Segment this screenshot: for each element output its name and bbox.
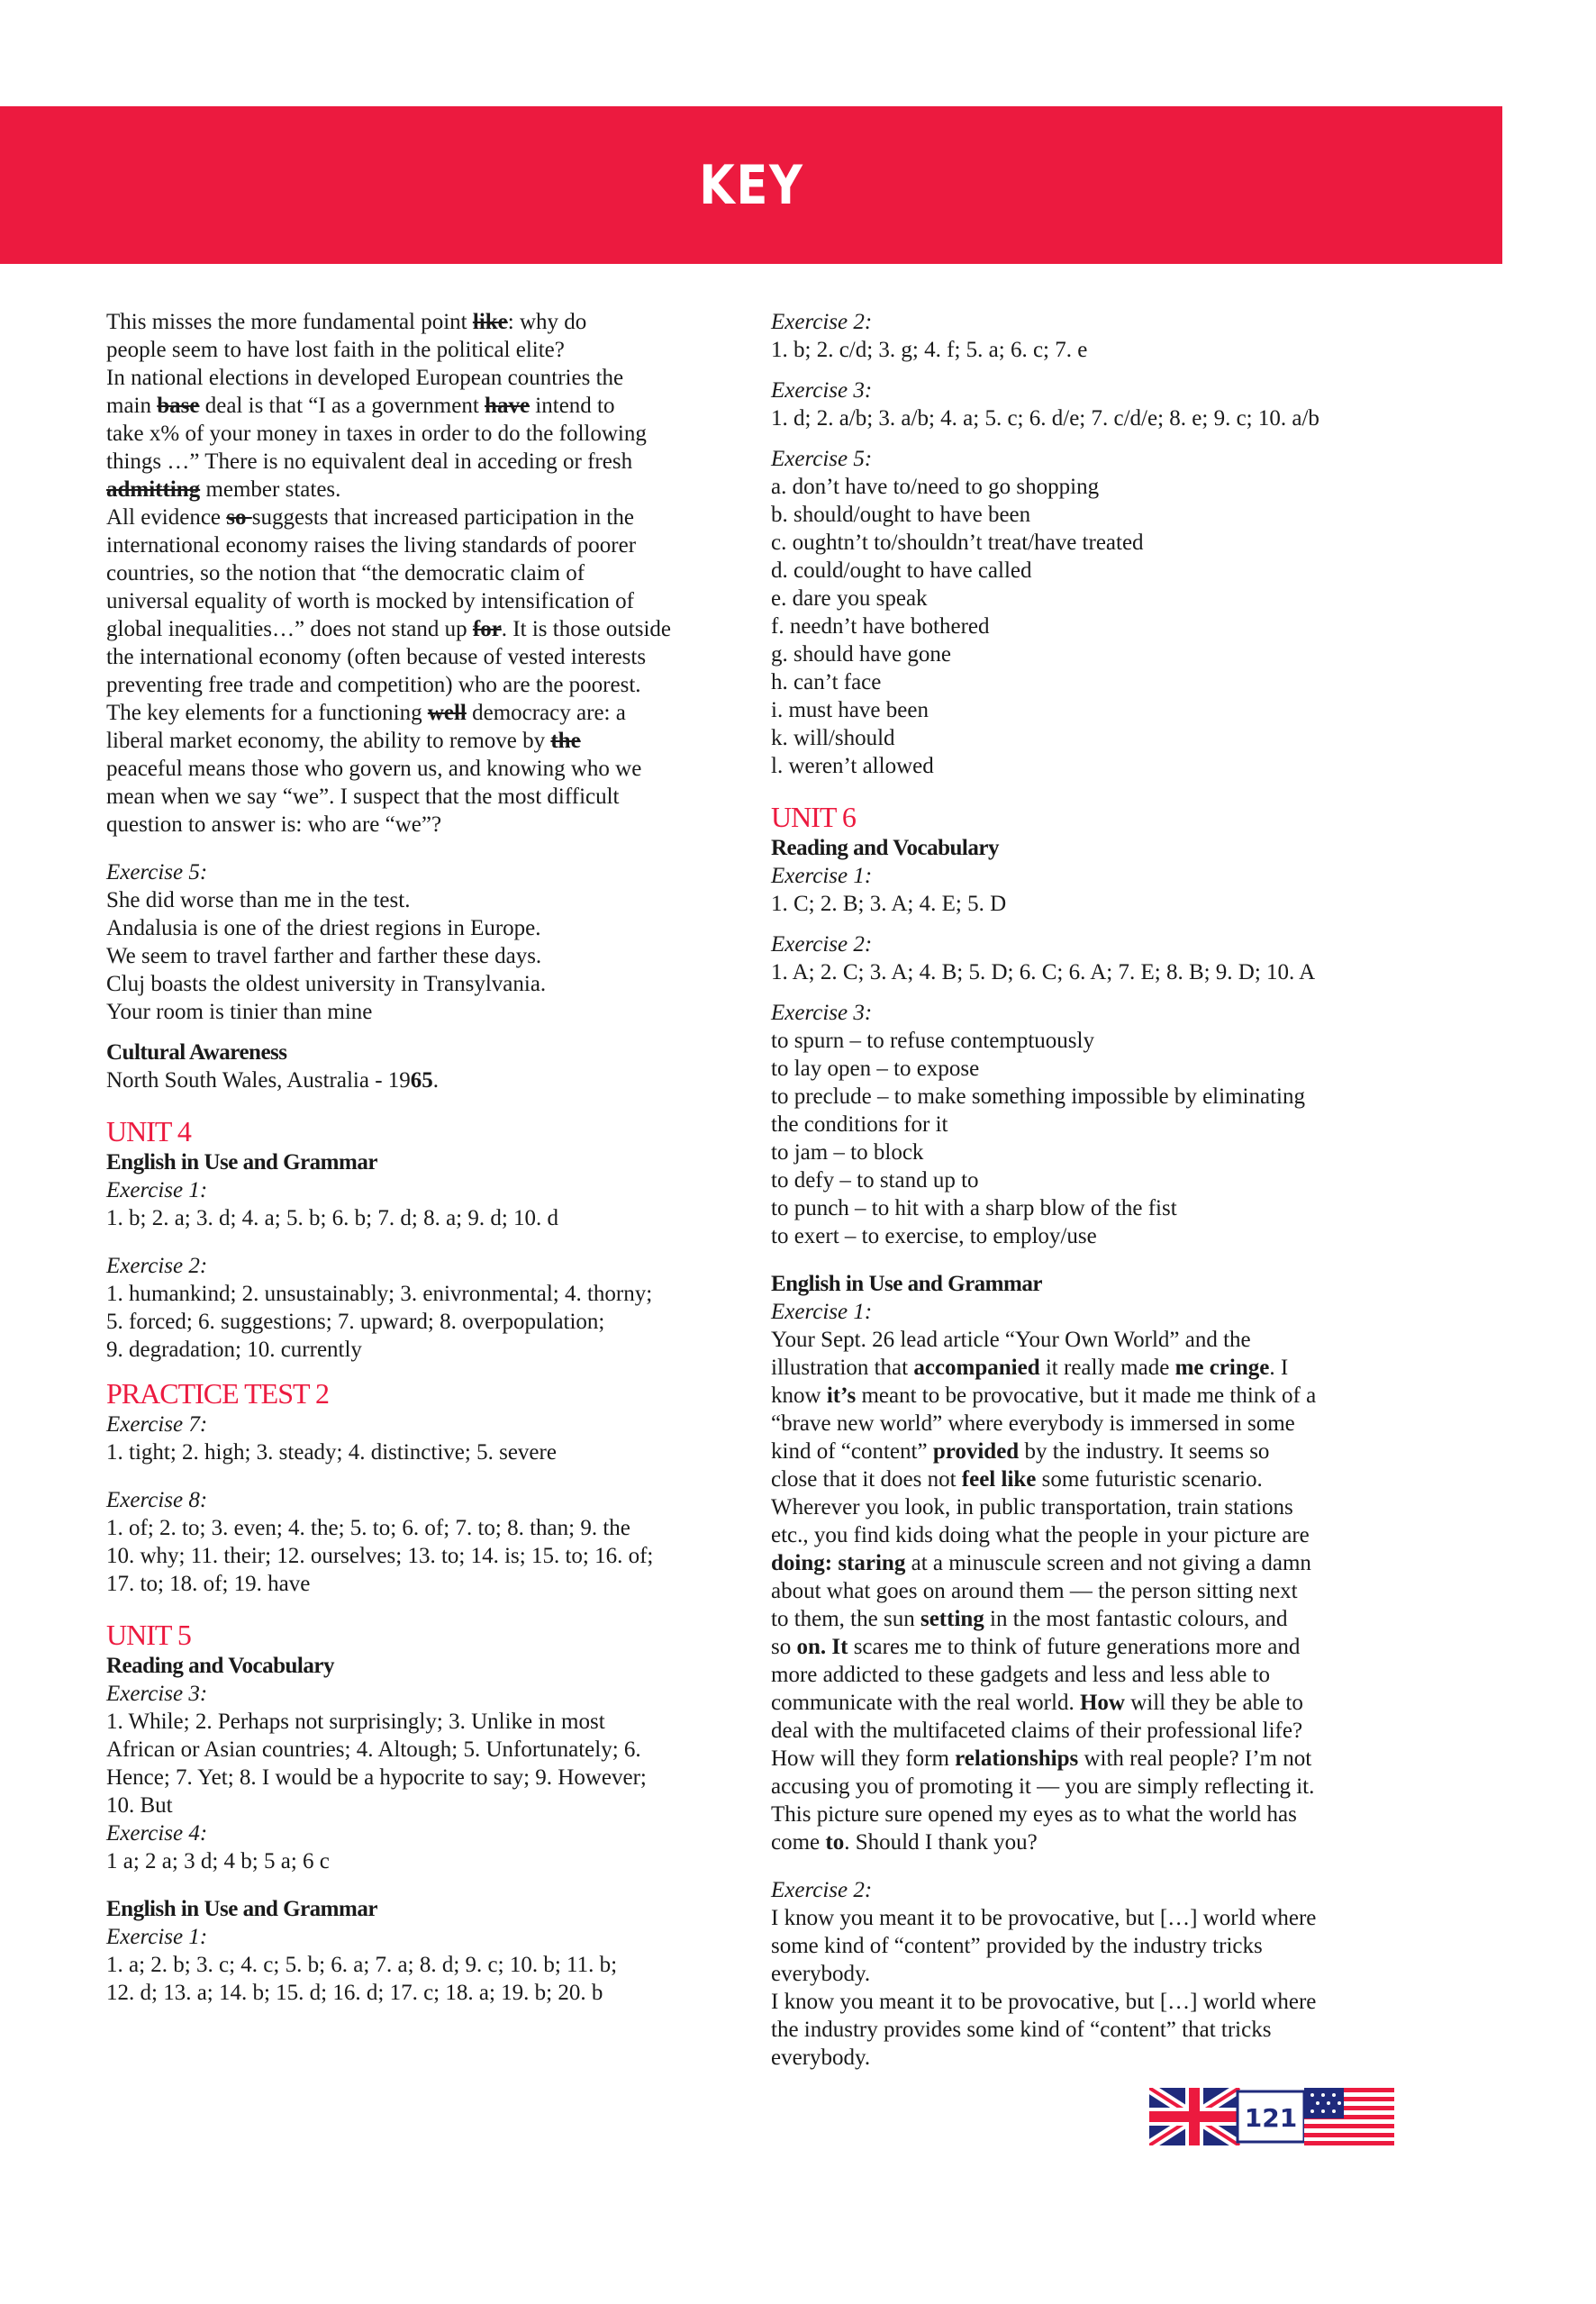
exercise-label: Exercise 4: [106,1821,208,1846]
bold-word: to [825,1830,845,1855]
text-line: 9. degradation; 10. currently [106,1338,362,1362]
exercise-answers [771,1904,1401,2072]
header-banner [0,106,1502,264]
exercise-answers [106,1514,737,1598]
bold-word: 65 [410,1068,433,1093]
text-line: How will they form relationships with real people? I’m not [771,1746,1312,1771]
exercise-5-answers [106,886,737,1026]
text-line: illustration that accompanied it really made me cringe. I [771,1356,1289,1380]
text-line: know it’s meant to be provocative, but it made me think of a [771,1383,1317,1408]
text-line: All evidence so suggests that increased participation in the [106,505,634,530]
exercise-label: Exercise 5: [106,860,208,884]
bold-word: setting [920,1607,984,1631]
bold-word: on. It [796,1635,848,1659]
unit-4-heading: UNIT 4 [106,1115,191,1147]
text-line: to lay open – to expose [771,1057,980,1081]
struck-word: admitting [106,477,201,502]
text-line: to defy – to stand up to [771,1168,979,1193]
exercise-label: Exercise 1: [106,1925,208,1949]
text-line: mean when we say “we”. I suspect that the most difficult [106,785,620,809]
struck-word: base [157,394,200,418]
text-line: Your Sept. 26 lead article “Your Own World” and the [771,1328,1251,1352]
exercise-answers [106,1708,737,1819]
exercise-answers [771,1027,1401,1250]
text-line: come to. Should I thank you? [771,1830,1038,1855]
text-line: 1. humankind; 2. unsustainably; 3. enivronmental; 4. thorny; [106,1282,653,1306]
text-line: preventing free trade and competition) who are the poorest. [106,673,641,697]
text-line: “brave new world” where everybody is immersed in some [771,1411,1295,1436]
section-subtitle: Reading and Vocabulary [771,836,999,860]
page-number: 121 [1244,2103,1298,2133]
bold-word: it’s [826,1383,857,1408]
text-line: take x% of your money in taxes in order to do the following [106,422,647,446]
text-line: I know you meant it to be provocative, but […] world where [771,1906,1317,1930]
exercise-label: Exercise 1: [771,864,873,888]
exercise-answers [771,473,1401,780]
text-line: Your room is tinier than mine [106,1000,373,1024]
practice-test-heading: PRACTICE TEST 2 [106,1377,329,1410]
text-line: North South Wales, Australia - 1965. [106,1068,440,1093]
uk-flag-icon [1149,2088,1239,2145]
bold-word: accompanied [913,1356,1040,1380]
exercise-label: Exercise 8: [106,1488,208,1512]
text-line: things …” There is no equivalent deal in acceding or fresh [106,449,633,474]
text-line: the international economy (often because of vested interests [106,645,647,669]
text-line: a. don’t have to/need to go shopping [771,475,1100,499]
text-line: communicate with the real world. How will they be able to [771,1691,1303,1715]
page-number-badge [1149,2088,1394,2145]
exercise-label: Exercise 1: [771,1300,873,1324]
section-subtitle: English in Use and Grammar [106,1150,377,1175]
section-subtitle: Reading and Vocabulary [106,1654,334,1678]
struck-word: like [472,310,508,334]
text-line: question to answer is: who are “we”? [106,812,442,837]
text-line: 1. a; 2. b; 3. c; 4. c; 5. b; 6. a; 7. a; 8. d; 9. c; 10. b; 11. b; [106,1953,618,1977]
text-line: e. dare you speak [771,586,928,611]
text-line: 17. to; 18. of; 19. have [106,1572,311,1596]
exercise-label: Exercise 3: [771,1001,873,1025]
text-line: to punch – to hit with a sharp blow of the fist [771,1196,1177,1220]
exercise-label: Exercise 7: [106,1412,208,1437]
bold-word: feel like [961,1467,1037,1492]
left-column [106,308,737,2007]
text-line: We seem to travel farther and farther these days. [106,944,542,968]
text-line: 10. why; 11. their; 12. ourselves; 13. to; 14. is; 15. to; 16. of; [106,1544,654,1568]
text-line: to spurn – to refuse contemptuously [771,1029,1094,1053]
exercise-label: Exercise 2: [771,310,873,334]
text-line: Andalusia is one of the driest regions in Europe. [106,916,541,940]
exercise-answer: 1. b; 2. a; 3. d; 4. a; 5. b; 6. b; 7. d; 8. a; 9. d; 10. d [106,1206,559,1230]
exercise-answer: 1. d; 2. a/b; 3. a/b; 4. a; 5. c; 6. d/e; 7. c/d/e; 8. e; 9. c; 10. a/b [771,406,1319,431]
text-line: the conditions for it [771,1112,948,1137]
text-line: deal with the multifaceted claims of their professional life? [771,1719,1303,1743]
text-line: accusing you of promoting it — you are simply reflecting it. [771,1774,1315,1799]
exercise-answer: 1 a; 2 a; 3 d; 4 b; 5 a; 6 c [106,1849,330,1873]
text-line: international economy raises the living standards of poorer [106,533,637,558]
exercise-label: Exercise 5: [771,447,873,471]
text-line: admitting member states. [106,477,341,502]
text-line: l. weren’t allowed [771,754,934,778]
cultural-awareness-answer [106,1066,737,1094]
struck-word: for [472,617,502,641]
text-line: to them, the sun setting in the most fantastic colours, and [771,1607,1288,1631]
letter-answer [771,1326,1401,1856]
bold-word: me cringe [1174,1356,1270,1380]
text-line: universal equality of worth is mocked by intensification of [106,589,634,613]
bold-word: relationships [955,1746,1079,1771]
text-line: to jam – to block [771,1140,924,1165]
text-line: c. oughtn’t to/shouldn’t treat/have treated [771,531,1144,555]
exercise-answers [106,1951,737,2007]
text-line: main base deal is that “I as a government have intend to [106,394,615,418]
text-line: 5. forced; 6. suggestions; 7. upward; 8. overpopulation; [106,1310,605,1334]
text-line: 1. While; 2. Perhaps not surprisingly; 3. Unlike in most [106,1710,605,1734]
text-line: people seem to have lost faith in the political elite? [106,338,565,362]
text-line: everybody. [771,1962,871,1986]
text-line: This picture sure opened my eyes as to what the world has [771,1802,1297,1827]
text-line: to exert – to exercise, to employ/use [771,1224,1097,1248]
exercise-label: Exercise 2: [771,932,873,957]
text-line: more addicted to these gadgets and less and less able to [771,1663,1271,1687]
exercise-answer: 1. b; 2. c/d; 3. g; 4. f; 5. a; 6. c; 7. e [771,338,1088,362]
text-line: This misses the more fundamental point like: why do [106,310,587,334]
text-line: 1. of; 2. to; 3. even; 4. the; 5. to; 6. of; 7. to; 8. than; 9. the [106,1516,630,1540]
text-line: about what goes on around them — the person sitting next [771,1579,1298,1603]
text-line: doing: staring at a minuscule screen and not giving a damn [771,1551,1311,1575]
bold-word: How [1079,1691,1125,1715]
text-line: b. should/ought to have been [771,503,1031,527]
exercise-label: Exercise 2: [106,1254,208,1278]
exercise-answer: 1. C; 2. B; 3. A; 4. E; 5. D [771,892,1007,916]
section-subtitle: English in Use and Grammar [771,1272,1042,1296]
bold-word: doing: staring [771,1551,906,1575]
struck-word: well [427,701,467,725]
text-line: liberal market economy, the ability to remove by the [106,729,581,753]
text-line: African or Asian countries; 4. Altough; 5. Unfortunately; 6. [106,1737,641,1762]
text-line: 12. d; 13. a; 14. b; 15. d; 16. d; 17. c; 18. a; 19. b; 20. b [106,1981,603,2005]
exercise-label: Exercise 3: [106,1682,208,1706]
exercise-label: Exercise 3: [771,378,873,403]
text-line: In national elections in developed European countries the [106,366,624,390]
text-line: f. needn’t have bothered [771,614,990,639]
text-line: I know you meant it to be provocative, but […] world where [771,1990,1317,2014]
text-line: etc., you find kids doing what the people in your picture are [771,1523,1310,1547]
text-line: some kind of “content” provided by the industry tricks [771,1934,1263,1958]
text-line: global inequalities…” does not stand up for. It is those outside [106,617,671,641]
us-flag-icon [1304,2088,1394,2145]
exercise-answer: 1. tight; 2. high; 3. steady; 4. distinctive; 5. severe [106,1440,557,1465]
text-line: Wherever you look, in public transportation, train stations [771,1495,1293,1519]
cultural-awareness-heading: Cultural Awareness [106,1040,287,1065]
text-line: Cluj boasts the oldest university in Transylvania. [106,972,547,996]
unit-6-heading: UNIT 6 [771,801,856,833]
text-line: The key elements for a functioning well democracy are: a [106,701,626,725]
right-column [771,308,1401,2072]
text-line: Hence; 7. Yet; 8. I would be a hypocrite to say; 9. However; [106,1765,647,1790]
struck-word: have [485,394,530,418]
text-line: k. will/should [771,726,895,750]
text-line: h. can’t face [771,670,882,694]
exercise-answer: 1. A; 2. C; 3. A; 4. B; 5. D; 6. C; 6. A; 7. E; 8. B; 9. D; 10. A [771,960,1316,984]
text-line: close that it does not feel like some futuristic scenario. [771,1467,1263,1492]
page-title: KEY [698,153,804,217]
text-line: the industry provides some kind of “content” that tricks [771,2018,1272,2042]
text-line: everybody. [771,2045,871,2070]
text-line: countries, so the notion that “the democratic claim of [106,561,585,585]
text-line: i. must have been [771,698,929,722]
text-line: kind of “content” provided by the industry. It seems so [771,1439,1270,1464]
section-subtitle: English in Use and Grammar [106,1897,377,1921]
text-line: 10. But [106,1793,173,1818]
text-line: so on. It scares me to think of future generations more and [771,1635,1301,1659]
struck-word: the [550,729,581,753]
unit-5-heading: UNIT 5 [106,1619,191,1651]
exercise-label: Exercise 2: [771,1878,873,1902]
passage [106,308,737,839]
bold-word: provided [932,1439,1020,1464]
text-line: to preclude – to make something impossible by eliminating [771,1084,1305,1109]
text-line: She did worse than me in the test. [106,888,411,912]
struck-word: so [226,505,252,530]
exercise-label: Exercise 1: [106,1178,208,1202]
text-line: g. should have gone [771,642,951,667]
exercise-answers [106,1280,737,1364]
text-line: peaceful means those who govern us, and knowing who we [106,757,642,781]
text-line: d. could/ought to have called [771,558,1032,583]
